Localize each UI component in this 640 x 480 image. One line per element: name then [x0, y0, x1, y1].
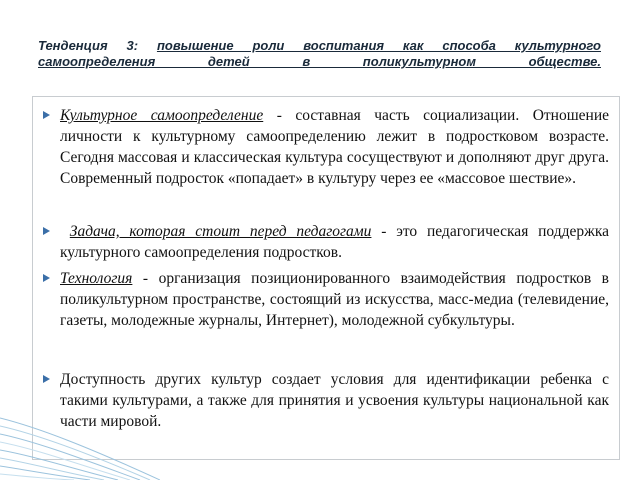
- bullet-marker-icon: [43, 111, 50, 119]
- bullet-term: Задача, которая стоит перед педагогами: [69, 223, 372, 240]
- title-underlined: повышение роли воспитания как способа культурного самоопределения детей в поликультурном обществе.: [38, 38, 601, 69]
- bullet-text: Доступность других культур создает условия для идентификации ребенка с такими культурами, а также для принятия и усвоения культуры национальной как части мировой.: [60, 371, 609, 430]
- bullet-marker-icon: [43, 227, 50, 235]
- bullet-text: - это педагогическая поддержка культурного самоопределения подростков.: [60, 223, 609, 261]
- decorative-wave-lines: [0, 388, 160, 480]
- bullet-text: - организация позиционированного взаимодействия подростков в поликультурном пространстве, состоящий из искусства, масс-медиа (телевидение, газеты, молодежные журналы, Интернет), молодежной субкультуры.: [60, 270, 609, 329]
- slide-title: [38, 38, 601, 70]
- title-prefix: Тенденция 3:: [38, 38, 157, 53]
- bullet-item-cultural-self-determination: [43, 105, 609, 189]
- bullet-term: Технология: [60, 270, 133, 287]
- bullet-item-teacher-task: [43, 221, 609, 263]
- bullet-term: Культурное самоопределение: [60, 107, 264, 124]
- bullet-item-technology: [43, 268, 609, 331]
- bullet-marker-icon: [43, 375, 50, 383]
- bullet-marker-icon: [43, 274, 50, 282]
- bullet-text: - составная часть социализации. Отношение личности к культурному самоопределению лежит в подростковом возрасте. Сегодня массовая и классическая культура сосуществуют и дополняют друг друга. Современный подросток «попадает» в культуру через ее «массовое шествие».: [60, 107, 609, 187]
